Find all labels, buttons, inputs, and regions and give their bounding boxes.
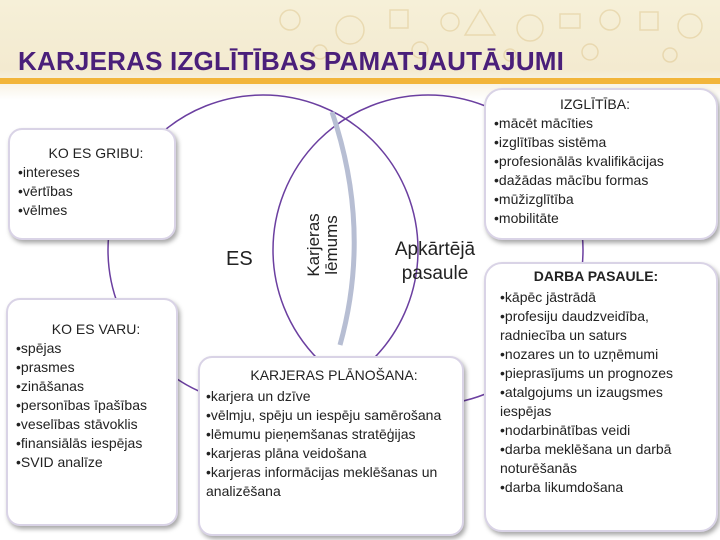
want-box bbox=[8, 128, 176, 240]
education-list bbox=[494, 114, 716, 228]
work-world-list bbox=[500, 288, 716, 497]
list-item: • karjeras informācijas meklēšanas un analizēšana bbox=[206, 463, 462, 501]
world-label-line1: Apkārtējā bbox=[394, 239, 476, 260]
want-list bbox=[18, 163, 174, 220]
list-item: • atalgojums un izaugsmes iespējas bbox=[500, 383, 716, 421]
list-item: • dažādas mācību formas bbox=[494, 171, 716, 190]
page-title: KARJERAS IZGLĪTĪBAS PAMATJAUTĀJUMI bbox=[18, 46, 565, 76]
list-item: • zināšanas bbox=[16, 377, 176, 396]
can-box bbox=[6, 298, 178, 526]
list-item: • SVID analīze bbox=[16, 453, 176, 472]
list-item: • kāpēc jāstrādā bbox=[500, 288, 716, 307]
list-item: • veselības stāvoklis bbox=[16, 415, 176, 434]
list-item: • prasmes bbox=[16, 358, 176, 377]
can-list bbox=[16, 339, 176, 472]
education-box bbox=[484, 88, 718, 240]
career-planning-heading: KARJERAS PLĀNOŠANA: bbox=[250, 367, 418, 383]
work-world-heading: DARBA PASAULE: bbox=[533, 268, 659, 284]
career-planning-box bbox=[198, 356, 464, 536]
list-item: • karjeras plāna veidošana bbox=[206, 444, 462, 463]
decision-label-line2: lēmums bbox=[322, 215, 341, 275]
can-heading: KO ES VARU: bbox=[51, 321, 141, 337]
career-planning-list bbox=[206, 387, 462, 501]
list-item: • mobilitāte bbox=[494, 209, 716, 228]
list-item: • darba likumdošana bbox=[500, 478, 716, 497]
list-item: • personības īpašības bbox=[16, 396, 176, 415]
world-label bbox=[380, 238, 490, 286]
list-item: • vērtības bbox=[18, 182, 174, 201]
list-item: • profesionālās kvalifikācijas bbox=[494, 152, 716, 171]
list-item: • intereses bbox=[18, 163, 174, 182]
want-heading: KO ES GRIBU: bbox=[48, 145, 144, 161]
education-heading: IZGLĪTĪBA: bbox=[559, 96, 630, 112]
work-world-box bbox=[484, 262, 718, 532]
list-item: • nozares un to uzņēmumi bbox=[500, 345, 716, 364]
list-item: • vēlmes bbox=[18, 201, 174, 220]
list-item: • profesiju daudzveidība, radniecība un saturs bbox=[500, 307, 716, 345]
es-label: ES bbox=[226, 248, 253, 270]
list-item: • vēlmju, spēju un iespēju samērošana bbox=[206, 406, 462, 425]
list-item: • mācēt mācīties bbox=[494, 114, 716, 133]
list-item: • izglītības sistēma bbox=[494, 133, 716, 152]
list-item: • pieprasījums un prognozes bbox=[500, 364, 716, 383]
list-item: • karjera un dzīve bbox=[206, 387, 462, 406]
list-item: • finansiālās iespējas bbox=[16, 434, 176, 453]
world-label-line2: pasaule bbox=[401, 263, 469, 284]
list-item: • darba meklēšana un darbā noturēšanās bbox=[500, 440, 716, 478]
list-item: • spējas bbox=[16, 339, 176, 358]
list-item: • nodarbinātības veidi bbox=[500, 421, 716, 440]
list-item: • lēmumu pieņemšanas stratēģijas bbox=[206, 425, 462, 444]
decision-label bbox=[305, 200, 341, 290]
list-item: • mūžizglītība bbox=[494, 190, 716, 209]
decision-label-line1: Karjeras bbox=[304, 213, 323, 277]
